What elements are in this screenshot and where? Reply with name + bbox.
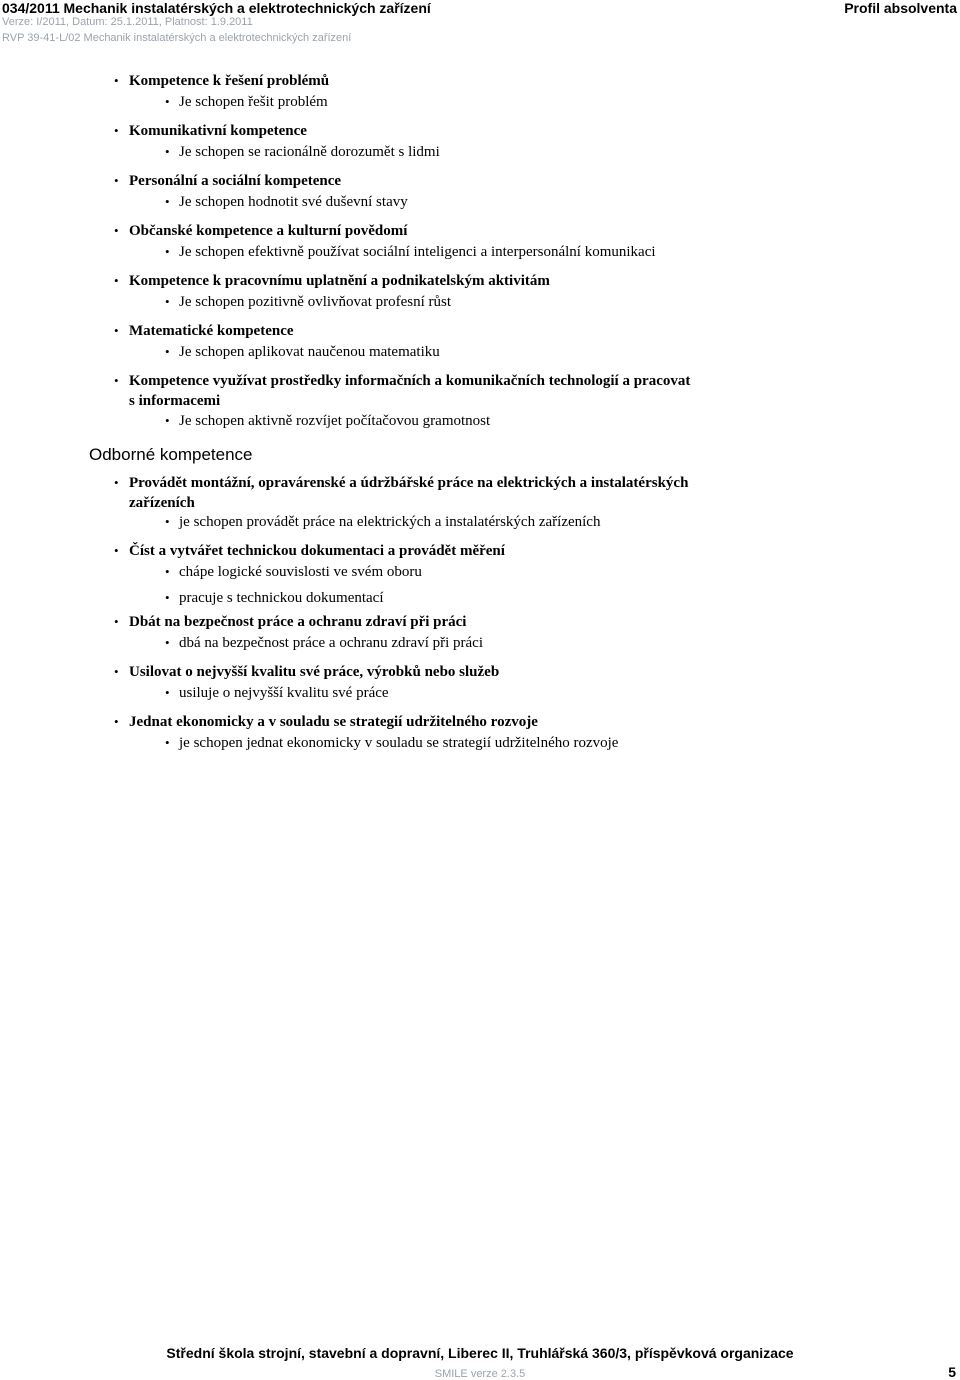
competence-title: Matematické kompetence: [129, 323, 294, 339]
competence-item: Je schopen se racionálně dorozumět s lidmi: [179, 144, 440, 160]
version-line: Verze: I/2011, Datum: 25.1.2011, Platnost: 1.9.2011: [2, 16, 253, 28]
competence-title: Personální a sociální kompetence: [129, 173, 342, 189]
bullet: •: [165, 590, 170, 605]
bullet: •: [114, 664, 119, 679]
bullet: •: [165, 194, 170, 209]
professional-item: dbá na bezpečnost práce a ochranu zdraví při práci: [179, 635, 484, 651]
professional-item: je schopen jednat ekonomicky v souladu se strategií udržitelného rozvoje: [179, 735, 619, 751]
professional-title-line-1: Provádět montážní, opravárenské a údržbářské práce na elektrických a instalatérských: [129, 475, 689, 491]
competence-title: Kompetence k pracovnímu uplatnění a podnikatelským aktivitám: [129, 273, 550, 289]
page-number: 5: [948, 1364, 956, 1380]
competence-title: Občanské kompetence a kulturní povědomí: [129, 223, 408, 239]
professional-item: usiluje o nejvyšší kvalitu své práce: [179, 685, 389, 701]
competence-title-line-2: s informacemi: [129, 393, 221, 409]
competence-item: Je schopen efektivně používat sociální inteligenci a interpersonální komunikaci: [179, 244, 656, 260]
competence-item: Je schopen hodnotit své duševní stavy: [179, 194, 408, 210]
bullet: •: [114, 223, 119, 238]
professional-item: pracuje s technickou dokumentací: [179, 590, 384, 606]
professional-title: Jednat ekonomicky a v souladu se strategií udržitelného rozvoje: [129, 714, 538, 730]
rvp-line: RVP 39-41-L/02 Mechanik instalatérských a elektrotechnických zařízení: [2, 32, 352, 44]
professional-title-line-2: zařízeních: [129, 495, 195, 511]
bullet: •: [165, 144, 170, 159]
professional-title: Číst a vytvářet technickou dokumentaci a provádět měření: [129, 543, 505, 559]
bullet: •: [165, 685, 170, 700]
professional-title: Usilovat o nejvyšší kvalitu své práce, výrobků nebo služeb: [129, 664, 500, 680]
bullet: •: [165, 294, 170, 309]
bullet: •: [114, 475, 119, 490]
competence-item: Je schopen aplikovat naučenou matematiku: [179, 344, 440, 360]
section-heading: Odborné kompetence: [89, 445, 253, 464]
bullet: •: [165, 344, 170, 359]
bullet: •: [165, 514, 170, 529]
professional-title: Dbát na bezpečnost práce a ochranu zdraví při práci: [129, 614, 467, 630]
bullet: •: [114, 123, 119, 138]
bullet: •: [114, 373, 119, 388]
competence-title: Kompetence k řešení problémů: [129, 73, 330, 89]
competence-item: Je schopen aktivně rozvíjet počítačovou gramotnost: [179, 413, 491, 429]
professional-item: chápe logické souvislosti ve svém oboru: [179, 564, 422, 580]
competence-item: Je schopen pozitivně ovlivňovat profesní růst: [179, 294, 452, 310]
document-title: 034/2011 Mechanik instalatérských a elektrotechnických zařízení: [2, 0, 431, 16]
bullet: •: [165, 635, 170, 650]
bullet: •: [165, 564, 170, 579]
bullet: •: [114, 614, 119, 629]
professional-item: je schopen provádět práce na elektrických a instalatérských zařízeních: [179, 514, 601, 530]
bullet: •: [114, 714, 119, 729]
bullet: •: [114, 323, 119, 338]
school-name: Střední škola strojní, stavební a dopravní, Liberec II, Truhlářská 360/3, příspěvková organizace: [166, 1345, 794, 1361]
bullet: •: [114, 543, 119, 558]
bullet: •: [165, 735, 170, 750]
competence-item: Je schopen řešit problém: [179, 94, 328, 110]
bullet: •: [114, 273, 119, 288]
competence-title: Komunikativní kompetence: [129, 123, 307, 139]
bullet: •: [165, 244, 170, 259]
bullet: •: [165, 413, 170, 428]
bullet: •: [165, 94, 170, 109]
bullet: •: [114, 173, 119, 188]
section-label: Profil absolventa: [844, 0, 957, 16]
competence-title-line-1: Kompetence využívat prostředky informačních a komunikačních technologií a pracovat: [129, 373, 691, 389]
software-version: SMILE verze 2.3.5: [434, 1368, 526, 1380]
bullet: •: [114, 73, 119, 88]
